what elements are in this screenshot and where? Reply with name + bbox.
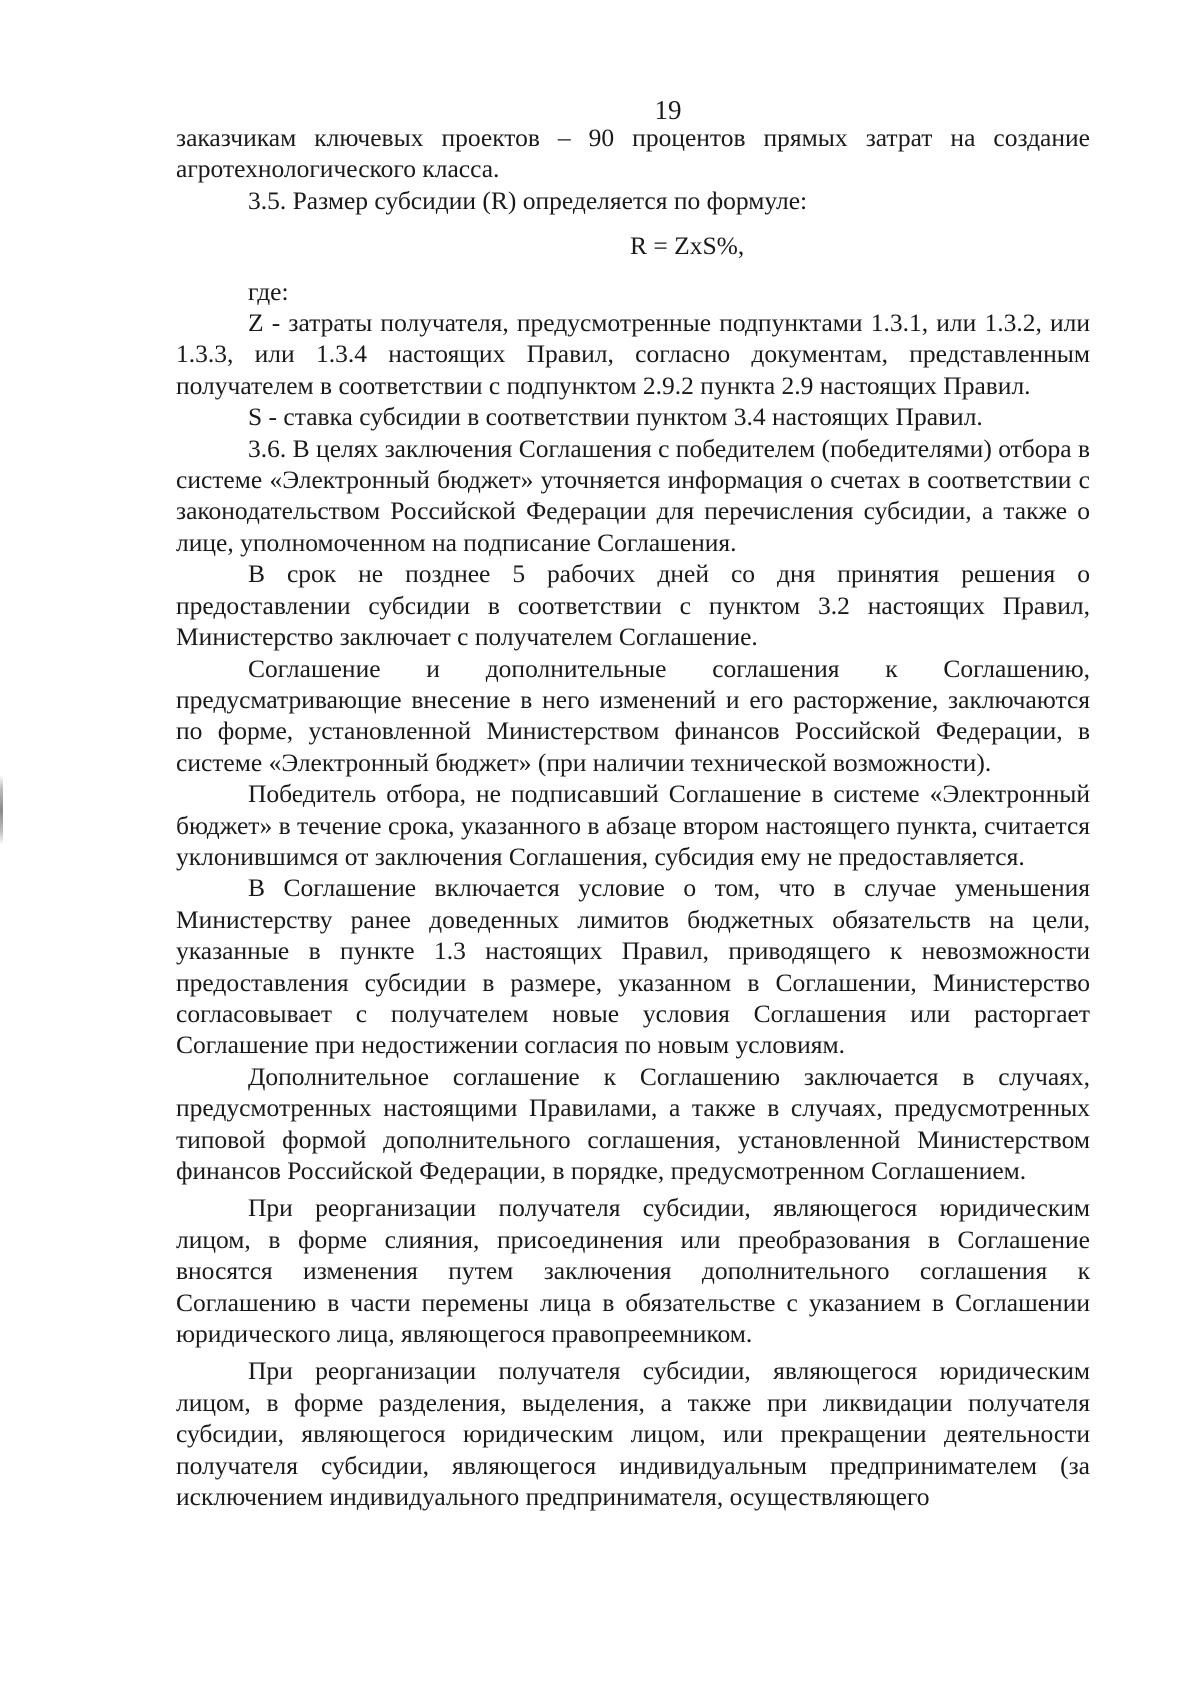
paragraph-reorganization-merger: При реорганизации получателя субсидии, являющегося юридическим лицом, в форме слияния, присоединения или преобразования в Соглашение вносятся изменения путем заключения дополнительного соглашения к Соглашению в части перемены лица в обязательстве с указанием в Соглашении юридического лица, являющегося правопреемником. <box>176 1193 1090 1349</box>
paragraph-additional-agreement: Дополнительное соглашение к Соглашению заключается в случаях, предусмотренных настоящими Правилами, а также в случаях, предусмотренных типовой формой дополнительного соглашения, установленной Министерством финансов Российской Федерации, в порядке, предусмотренном Соглашением. <box>176 1061 1090 1185</box>
formula: R = ZxS%, <box>630 231 745 261</box>
paragraph-limits-reduction: В Соглашение включается условие о том, что в случае уменьшения Министерству ранее доведенных лимитов бюджетных обязательств на цели, указанные в пункте 1.3 настоящих Правил, приводящего к невозможности предоставления субсидии в размере, указанном в Соглашении, Министерство согласовывает с получателем новые условия Соглашения или расторгает Соглашение при недостижении согласия по новым условиям. <box>176 873 1090 1060</box>
paragraph-reorganization-division: При реорганизации получателя субсидии, являющегося юридическим лицом, в форме разделения, выделения, а также при ликвидации получателя субсидии, являющегося юридическим лицом, или прекращении деятельности получателя субсидии, являющегося индивидуальным предпринимателем (за исключением индивидуального предпринимателя, осуществляющего <box>176 1356 1090 1512</box>
page-number: 19 <box>654 95 682 125</box>
paragraph-3-5: 3.5. Размер субсидии (R) определяется по формуле: <box>248 185 808 215</box>
scan-edge-marks <box>0 775 3 845</box>
paragraph-agreement-form: Соглашение и дополнительные соглашения к Соглашению, предусматривающие внесение в него изменений и его расторжение, заключаются по форме, установленной Министерством финансов Российской Федерации, в системе «Электронный бюджет» (при наличии технической возможности). <box>176 653 1090 777</box>
paragraph-deadline: В срок не позднее 5 рабочих дней со дня принятия решения о предоставлении субсидии в соответствии с пунктом 3.2 настоящих Правил, Министерство заключает с получателем Соглашение. <box>176 559 1090 652</box>
document-body <box>176 122 1090 1512</box>
paragraph-winner-unsigned: Победитель отбора, не подписавший Соглашение в системе «Электронный бюджет» в течение срока, указанного в абзаце втором настоящего пункта, считается уклонившимся от заключения Соглашения, субсидия ему не предоставляется. <box>176 779 1090 871</box>
paragraph-3-6: 3.6. В целях заключения Соглашения с победителем (победителями) отбора в системе «Электронный бюджет» уточняется информация о счетах в соответствии с законодательством Российской Федерации для перечисления субсидии, а также о лице, уполномоченном на подписание Соглашения. <box>176 433 1090 557</box>
paragraph-s-definition: S - ставка субсидии в соответствии пунктом 3.4 настоящих Правил. <box>248 402 983 432</box>
paragraph-continuation: заказчикам ключевых проектов – 90 процентов прямых затрат на создание агротехнологического класса. <box>176 123 1090 184</box>
paragraph-z-definition: Z - затраты получателя, предусмотренные подпунктами 1.3.1, или 1.3.2, или 1.3.3, или 1.3.4 настоящих Правил, согласно документам, представленным получателем в соответствии с подпунктом 2.9.2 пункта 2.9 настоящих Правил. <box>176 308 1090 400</box>
paragraph-where: где: <box>248 276 289 306</box>
